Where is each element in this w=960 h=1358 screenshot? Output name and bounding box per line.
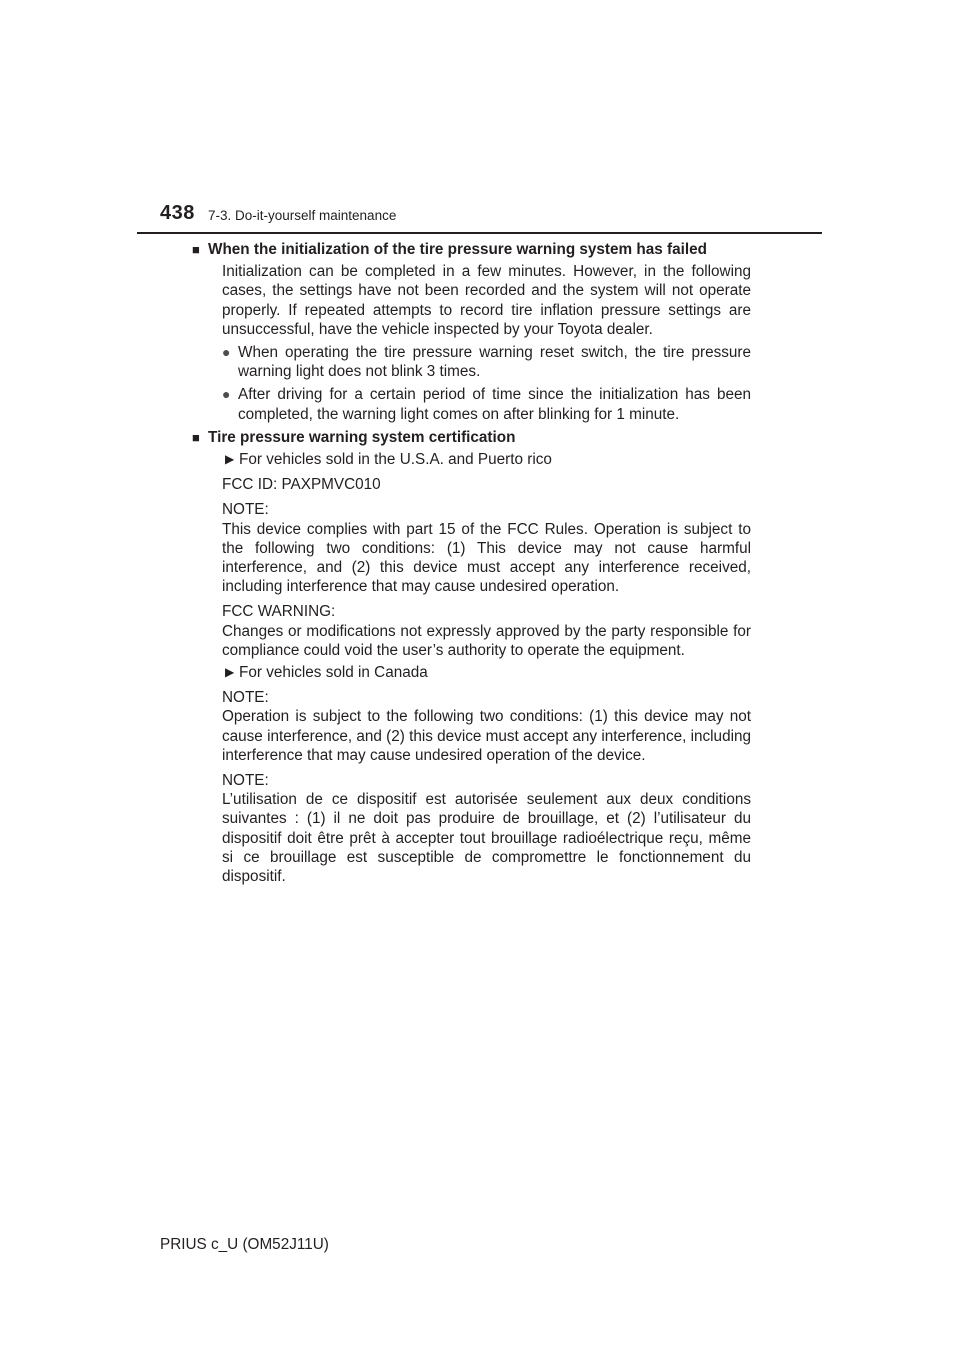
section-title: 7-3. Do-it-yourself maintenance <box>208 208 397 223</box>
page-header <box>160 202 820 232</box>
warning-title: FCC WARNING: <box>222 603 336 621</box>
triangle-right-icon: ▶ <box>225 665 235 680</box>
heading-text: When the initialization of the tire pressure warning system has failed <box>208 241 707 258</box>
note-text: L’utilisation de ce dispositif est autorisée seulement aux deux conditions suivantes : (1) il ne doit pas produire de brouillage, et (2) l’utilisateur du dispositif doit être prêt à accepter tout brouillage radioélectrique reçu, même si ce brouillage est susceptible de compromettre le fonctionnement du dispositif. <box>222 791 751 886</box>
page-number: 438 <box>160 202 195 224</box>
square-bullet-icon: ■ <box>192 242 200 257</box>
circle-bullet-icon: ● <box>222 344 231 361</box>
note-title: NOTE: <box>222 689 269 707</box>
circle-bullet-icon: ● <box>222 386 231 403</box>
bullet-text: After driving for a certain period of time since the initialization has been completed, the warning light comes on after blinking for 1 minute. <box>238 386 751 423</box>
us-subheading <box>208 450 751 469</box>
footer-model: PRIUS c_U (OM52J11U) <box>160 1236 329 1253</box>
canada-subheading <box>208 663 751 682</box>
square-bullet-icon: ■ <box>192 429 200 445</box>
heading-text: Tire pressure warning system certification <box>208 428 516 446</box>
canada-label: For vehicles sold in Canada <box>239 664 428 682</box>
canada-note-english <box>208 688 751 765</box>
note-title: NOTE: <box>222 501 269 519</box>
us-note <box>208 500 751 596</box>
fcc-warning <box>208 602 751 660</box>
list-item <box>208 343 751 381</box>
note-text: This device complies with part 15 of the FCC Rules. Operation is subject to the following two conditions: (1) This device may not cause harmful interference, and (2) this device must accept any interference received, including interference that may cause undesired operation. <box>222 520 751 596</box>
page-content <box>192 240 751 886</box>
note-text: Operation is subject to the following two conditions: (1) this device may not cause interference, and (2) this device must accept any interference, including interference that may cause undesired operation of the device. <box>222 708 751 764</box>
heading-initialization-failed <box>192 240 751 259</box>
triangle-right-icon: ▶ <box>225 452 235 467</box>
canada-note-french <box>208 771 751 886</box>
initialization-intro: Initialization can be completed in a few minutes. However, in the following cases, the settings have not been recorded and the system will not operate properly. If repeated attempts to record tire inflation pressure settings are unsuccessful, have the vehicle inspected by your Toyota dealer. <box>222 263 751 338</box>
warning-text: Changes or modifications not expressly approved by the party responsible for compliance could void the user’s authority to operate the equipment. <box>222 622 751 659</box>
header-rule <box>137 232 822 234</box>
note-title: NOTE: <box>222 772 269 790</box>
us-label: For vehicles sold in the U.S.A. and Puerto rico <box>239 451 552 469</box>
list-item <box>208 385 751 423</box>
fcc-id: FCC ID: PAXPMVC010 <box>222 476 381 494</box>
heading-certification <box>192 428 751 447</box>
bullet-text: When operating the tire pressure warning reset switch, the tire pressure warning light does not blink 3 times. <box>238 344 751 381</box>
